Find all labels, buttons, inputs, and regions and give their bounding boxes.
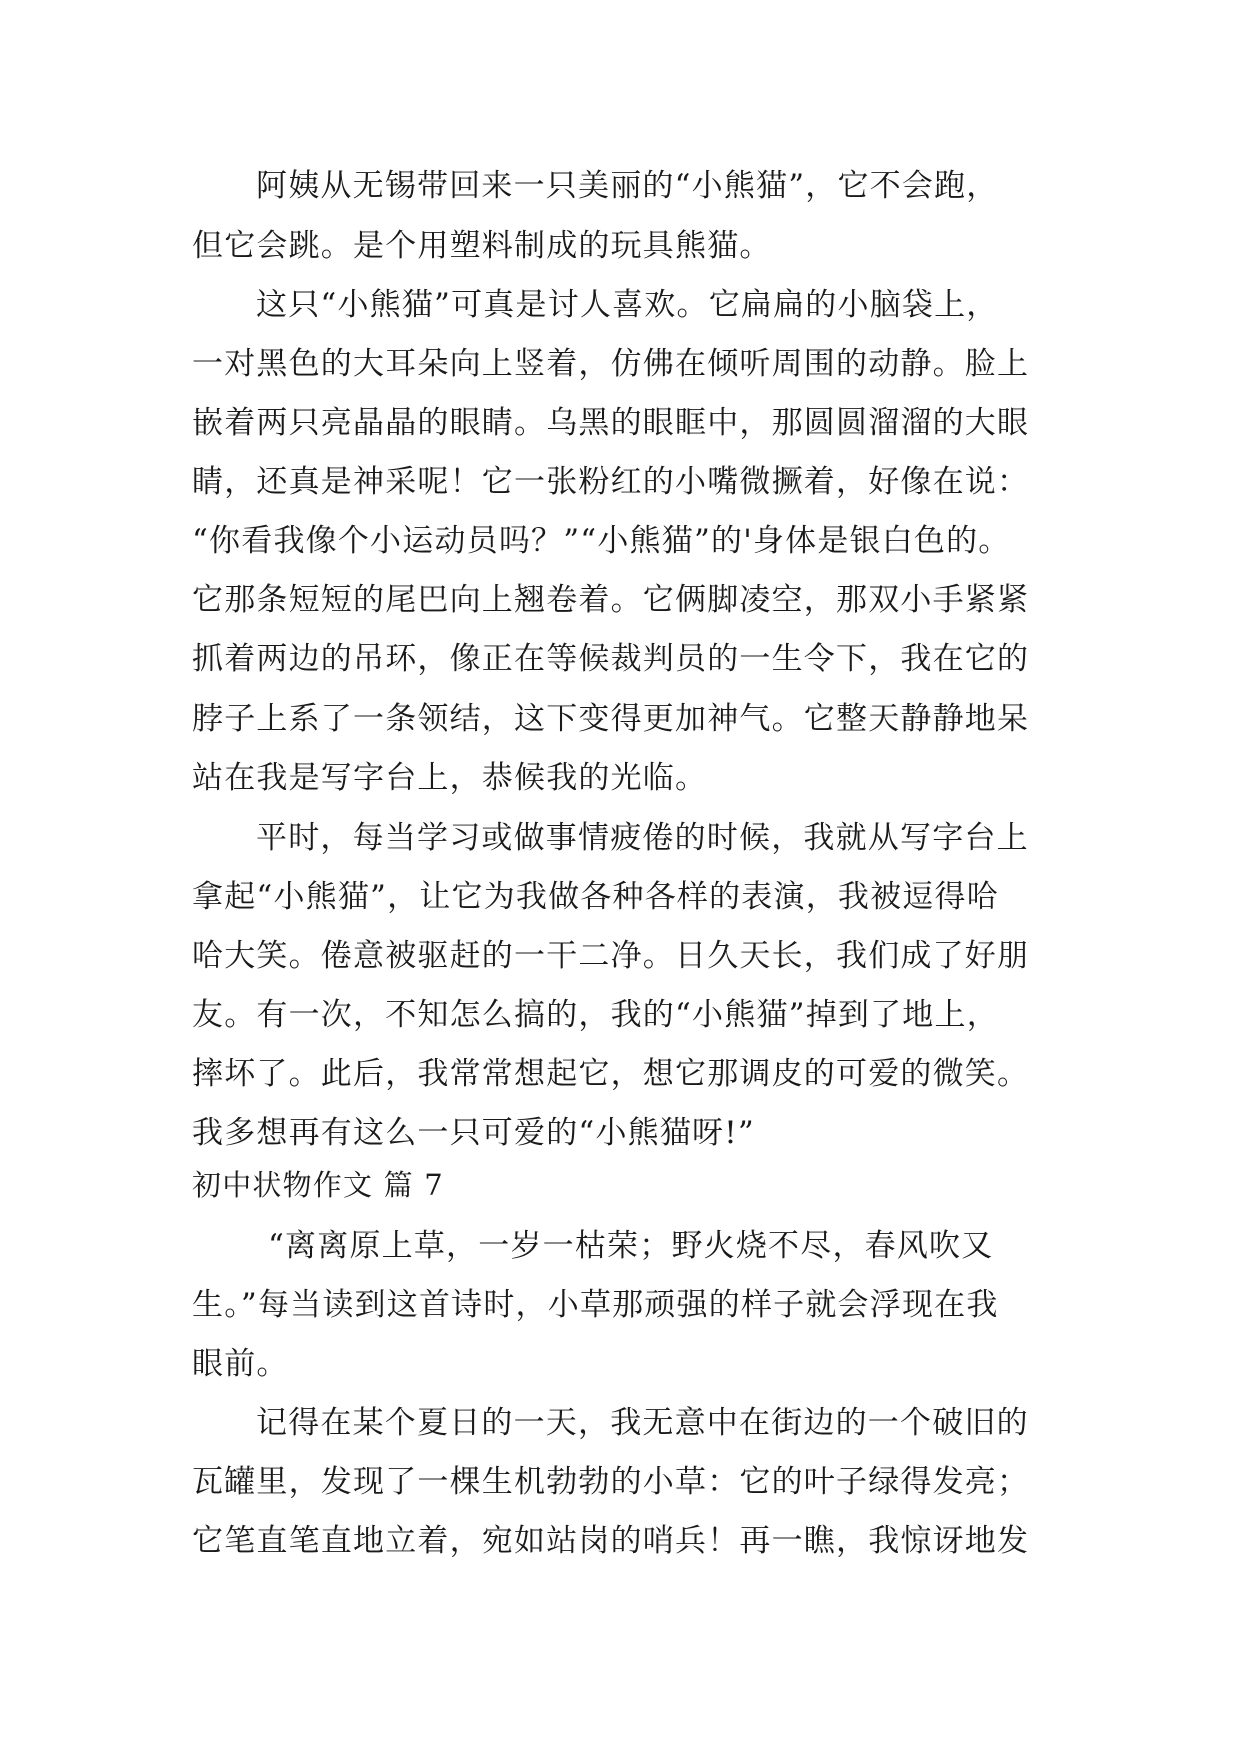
paragraph-line: 生。”每当读到这首诗时，小草那顽强的样子就会浮现在我 xyxy=(192,1287,999,1323)
paragraph-line: 哈大笑。倦意被驱赶的一干二净。日久天长，我们成了好朋 xyxy=(192,938,1030,974)
paragraph-line: 抓着两边的吊环，像正在等候裁判员的一生令下，我在它的 xyxy=(192,641,1030,677)
paragraph-line: 友。有一次，不知怎么搞的，我的“小熊猫”掉到了地上， xyxy=(192,997,999,1033)
paragraph-line: 但它会跳。是个用塑料制成的玩具熊猫。 xyxy=(192,228,772,264)
paragraph-line: 站在我是写字台上，恭候我的光临。 xyxy=(192,760,708,796)
paragraph-line: 这只“小熊猫”可真是讨人喜欢。它扁扁的小脑袋上， xyxy=(256,287,999,323)
paragraph-line: 平时，每当学习或做事情疲倦的时候，我就从写字台上 xyxy=(256,820,1029,856)
paragraph-line: 瓦罐里，发现了一棵生机勃勃的小草：它的叶子绿得发亮； xyxy=(192,1464,1030,1500)
paragraph-line: 拿起“小熊猫”，让它为我做各种各样的表演，我被逗得哈 xyxy=(192,879,999,915)
paragraph-line: 我多想再有这么一只可爱的“小熊猫呀!” xyxy=(192,1115,755,1151)
paragraph-line: 脖子上系了一条领结，这下变得更加神气。它整天静静地呆 xyxy=(192,701,1030,737)
paragraph-line: 一对黑色的大耳朵向上竖着，仿佛在倾听周围的动静。脸上 xyxy=(192,346,1030,382)
paragraph-line: “你看我像个小运动员吗？”“小熊猫”的'身体是银白色的。 xyxy=(192,523,1011,559)
paragraph-line: 它笔直笔直地立着，宛如站岗的哨兵！再一瞧，我惊讶地发 xyxy=(192,1523,1030,1559)
paragraph-line: “离离原上草，一岁一枯荣；野火烧不尽，春风吹又 xyxy=(268,1228,994,1264)
paragraph-line: 它那条短短的尾巴向上翘卷着。它俩脚凌空，那双小手紧紧 xyxy=(192,582,1030,618)
paragraph-line: 嵌着两只亮晶晶的眼睛。乌黑的眼眶中，那圆圆溜溜的大眼 xyxy=(192,405,1030,441)
paragraph-line: 眼前。 xyxy=(192,1346,289,1382)
paragraph-line: 阿姨从无锡带回来一只美丽的“小熊猫”，它不会跑， xyxy=(256,168,999,204)
paragraph-line: 睛，还真是神采呢！它一张粉红的小嘴微撅着，好像在说： xyxy=(192,464,1030,500)
paragraph-line: 记得在某个夏日的一天，我无意中在街边的一个破旧的 xyxy=(256,1405,1029,1441)
section-heading: 初中状物作文 篇 7 xyxy=(192,1168,444,1202)
paragraph-line: 摔坏了。此后，我常常想起它，想它那调皮的可爱的微笑。 xyxy=(192,1056,1030,1092)
